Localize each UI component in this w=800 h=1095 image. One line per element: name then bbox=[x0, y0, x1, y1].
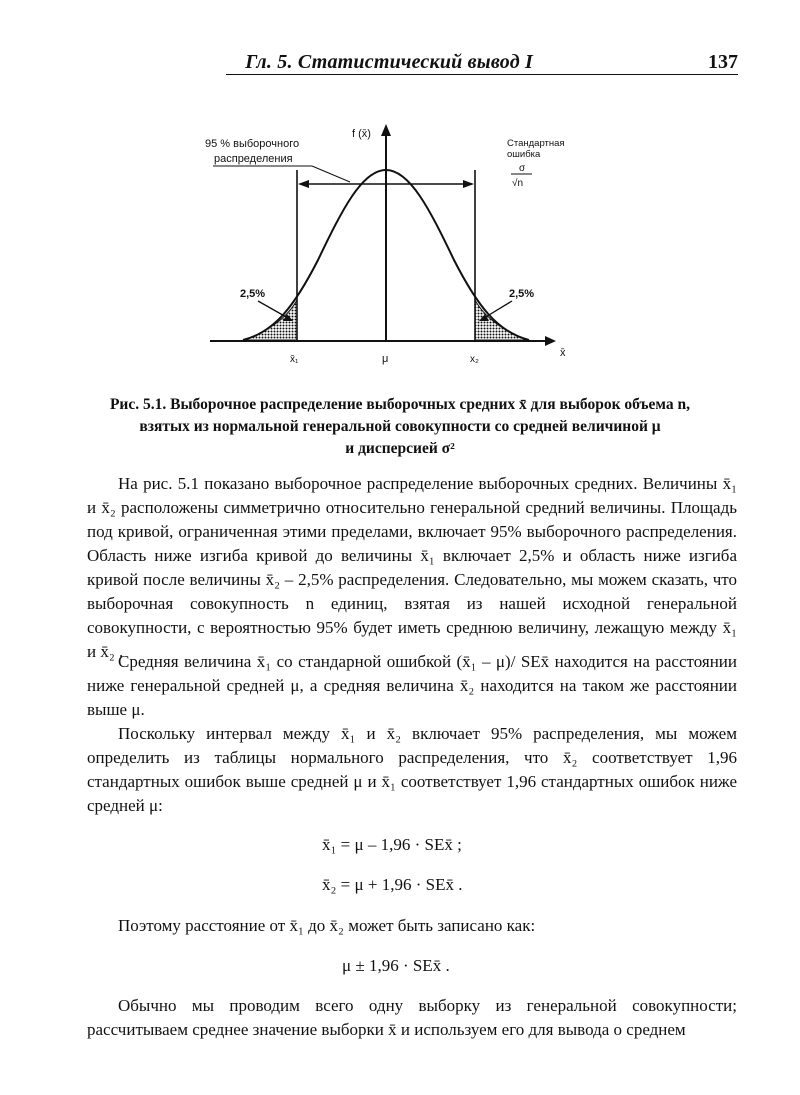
label-std-error-denominator: √n bbox=[512, 178, 524, 189]
paragraph-1: На рис. 5.1 показано выборочное распределение выборочных средних. Величины x̄₁ и x̄₂ расположены симметрично относительно генеральной средний величины. Площадь под кривой, ограниченная этими пределами, включает 95% выборочного распределения. Область ниже изгиба кривой до величины x̄₁ включает 2,5% и область ниже изгиба кривой после величины x̄₂ – 2,5% распределения. Следовательно, мы можем сказать, что выборочная совокупность n единиц, взятая из нашей исходной генеральной совокупности, с вероятностью 95% будет иметь среднюю величину, лежащую между x̄₁ и x̄₂ . bbox=[87, 474, 737, 661]
paragraph-3: Поскольку интервал между x̄₁ и x̄₂ включает 95% распределения, мы можем определить из таблицы нормального распределения, что x̄₂ соответствует 1,96 стандартных ошибок выше средней μ и x̄₁ соответствует 1,96 стандартных ошибок ниже средней μ: bbox=[87, 724, 737, 815]
figure-caption bbox=[60, 394, 740, 460]
paragraph-2: Средняя величина x̄₁ со стандарной ошибкой (x̄₁ – μ)/ SEx̄ находится на расстоянии ниже генеральной средней μ, а средняя величина x̄₂ находится на таком же расстоянии выше μ. bbox=[87, 652, 737, 719]
right-tail-pointer bbox=[484, 301, 512, 318]
interval-arrow-left-icon bbox=[298, 180, 309, 188]
x-axis-label: x̄ bbox=[560, 347, 566, 359]
interval-arrow-right-icon bbox=[463, 180, 474, 188]
caption-line-2: взятых из нормальной генеральной совокупности со средней величиной μ bbox=[139, 418, 661, 435]
formula-interval: μ ± 1,96 · SEx̄ . bbox=[342, 956, 450, 975]
formula-x1: x̄₁ = μ – 1,96 · SEx̄ ; bbox=[322, 835, 462, 854]
paragraph-4: Поэтому расстояние от x̄₁ до x̄₂ может быть записано как: bbox=[118, 916, 536, 935]
right-tail-percent: 2,5% bbox=[509, 288, 535, 300]
left-tail-pointer bbox=[258, 301, 288, 318]
label-std-error-line1: Стандартная bbox=[507, 138, 565, 149]
paragraph-5: Обычно мы проводим всего одну выборку из генеральной совокупности; рассчитываем среднее значение выборки x̄ и используем его для вывода о среднем bbox=[87, 996, 737, 1039]
left-tail-percent: 2,5% bbox=[240, 288, 266, 300]
normal-distribution-figure bbox=[0, 0, 800, 400]
tick-x1: x̄₁ bbox=[290, 354, 299, 365]
chapter-title: Гл. 5. Статистический вывод I bbox=[245, 51, 533, 73]
label-95-leader bbox=[312, 166, 350, 182]
y-axis-label: f (x̄) bbox=[352, 128, 371, 140]
caption-line-3: и дисперсией σ² bbox=[345, 440, 455, 457]
x-axis-arrow-icon bbox=[545, 336, 556, 346]
y-axis-arrow-icon bbox=[381, 124, 391, 136]
label-std-error-line2: ошибка bbox=[507, 149, 541, 160]
tick-mu: μ bbox=[382, 353, 389, 365]
tick-x2: x₂ bbox=[470, 354, 479, 365]
caption-line-1: Рис. 5.1. Выборочное распределение выборочных средних x̄ для выборок объема n, bbox=[109, 396, 691, 413]
label-std-error-numerator: σ bbox=[519, 163, 526, 174]
label-95-line2: распределения bbox=[214, 153, 293, 165]
page-number: 137 bbox=[708, 51, 738, 73]
label-95-line1: 95 % выборочного bbox=[205, 138, 300, 150]
formula-x2: x̄₂ = μ + 1,96 · SEx̄ . bbox=[322, 875, 463, 894]
